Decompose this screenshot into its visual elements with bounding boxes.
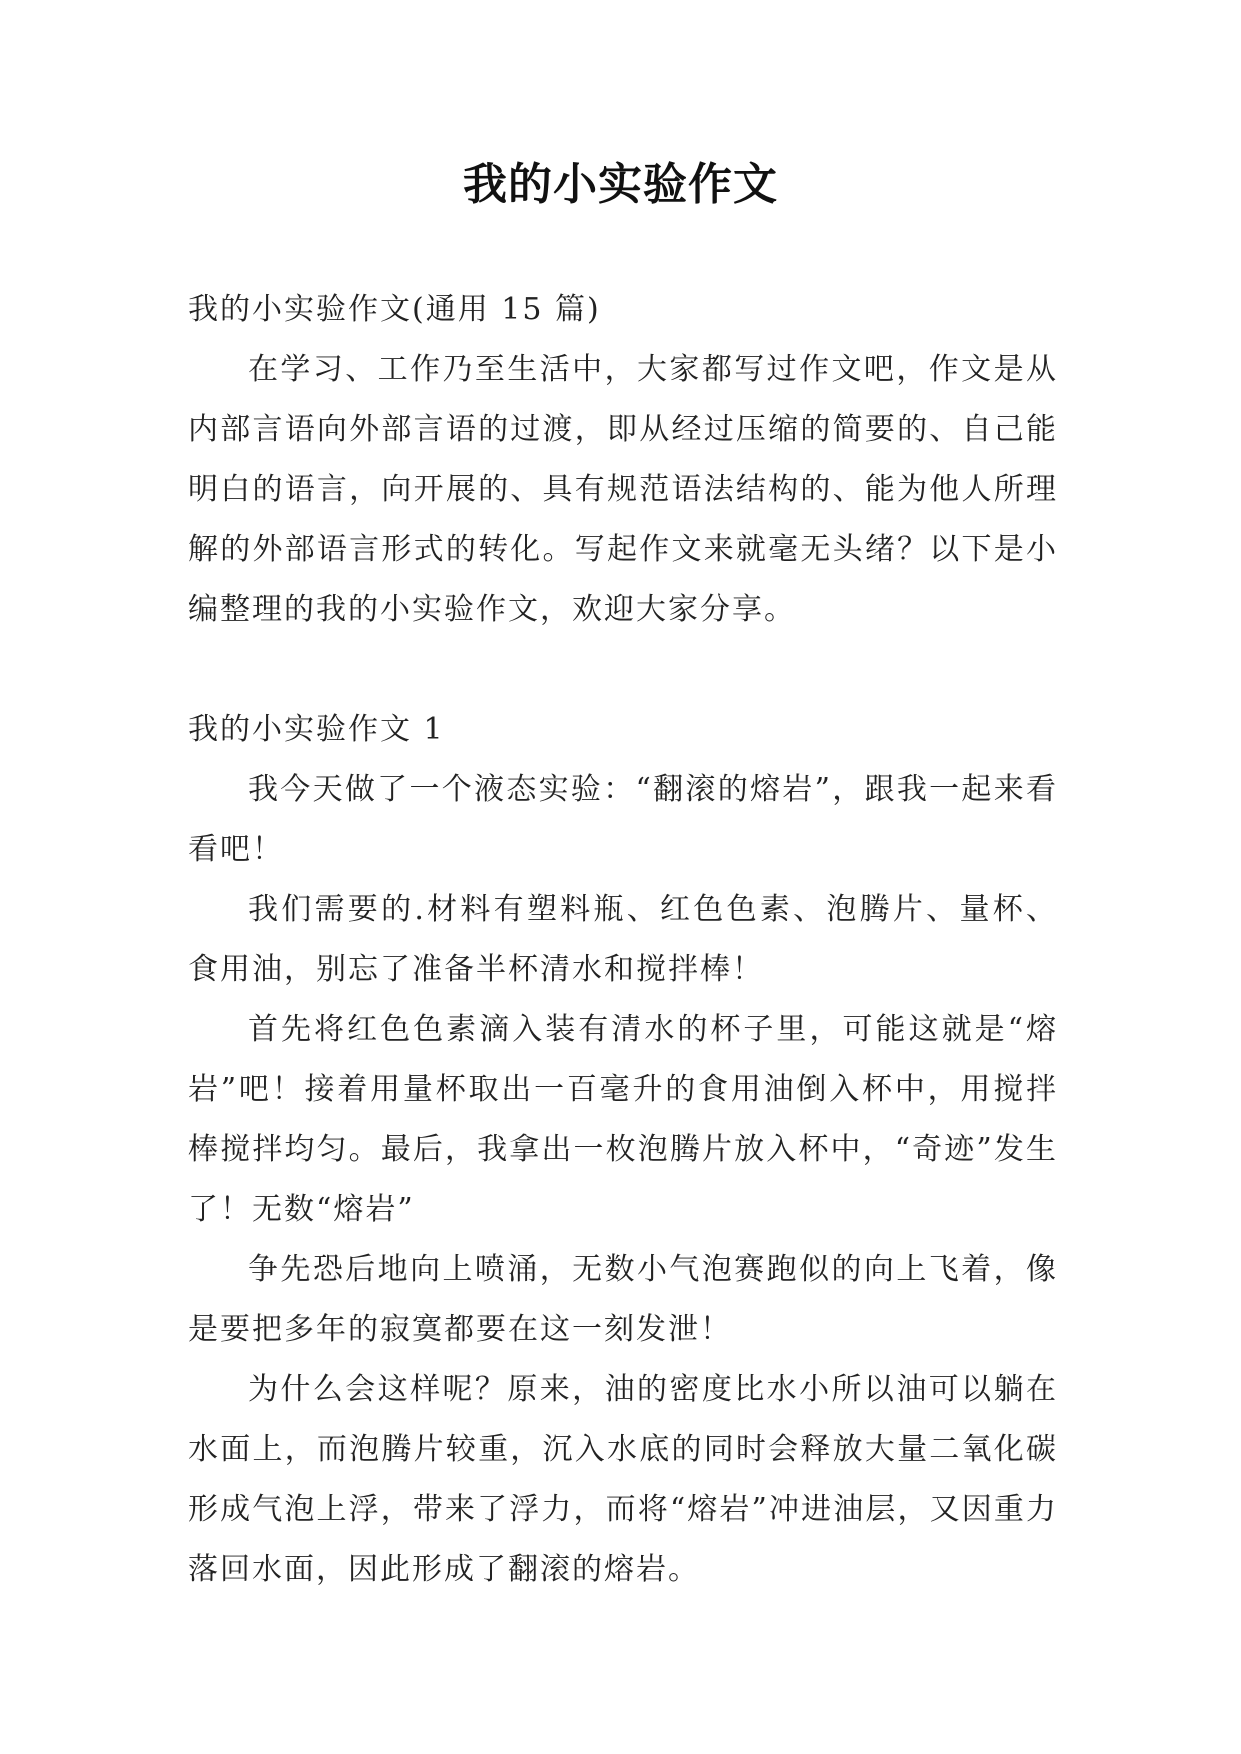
section-paragraph: 我今天做了一个液态实验：“翻滚的熔岩”，跟我一起来看看吧！ [188,772,1058,867]
section-paragraph: 为什么会这样呢？原来，油的密度比水小所以油可以躺在水面上，而泡腾片较重，沉入水底的同时会释放大量二氧化碳形成气泡上浮，带来了浮力，而将“熔岩”冲进油层，又因重力落回水面，因此形成了翻滚的熔岩。 [188,1372,1058,1587]
document-body [188,280,1058,1600]
section-heading: 我的小实验作文 1 [188,712,445,747]
section-paragraph: 首先将红色色素滴入装有清水的杯子里，可能这就是“熔岩”吧！接着用量杯取出一百毫升的食用油倒入杯中，用搅拌棒搅拌均匀。最后，我拿出一枚泡腾片放入杯中，“奇迹”发生了！无数“熔岩” [188,1012,1058,1227]
document-subtitle: 我的小实验作文(通用 15 篇) [188,292,601,327]
intro-paragraph: 在学习、工作乃至生活中，大家都写过作文吧，作文是从内部言语向外部言语的过渡，即从经过压缩的简要的、自己能明白的语言，向开展的、具有规范语法结构的、能为他人所理解的外部语言形式的转化。写起作文来就毫无头绪？以下是小编整理的我的小实验作文，欢迎大家分享。 [188,352,1058,627]
section-paragraph: 争先恐后地向上喷涌，无数小气泡赛跑似的向上飞着，像是要把多年的寂寞都要在这一刻发泄！ [188,1252,1058,1347]
section-spacer [188,640,1058,700]
section-paragraph: 我们需要的.材料有塑料瓶、红色色素、泡腾片、量杯、食用油，别忘了准备半杯清水和搅拌棒！ [188,892,1058,987]
document-title: 我的小实验作文 [463,159,778,210]
